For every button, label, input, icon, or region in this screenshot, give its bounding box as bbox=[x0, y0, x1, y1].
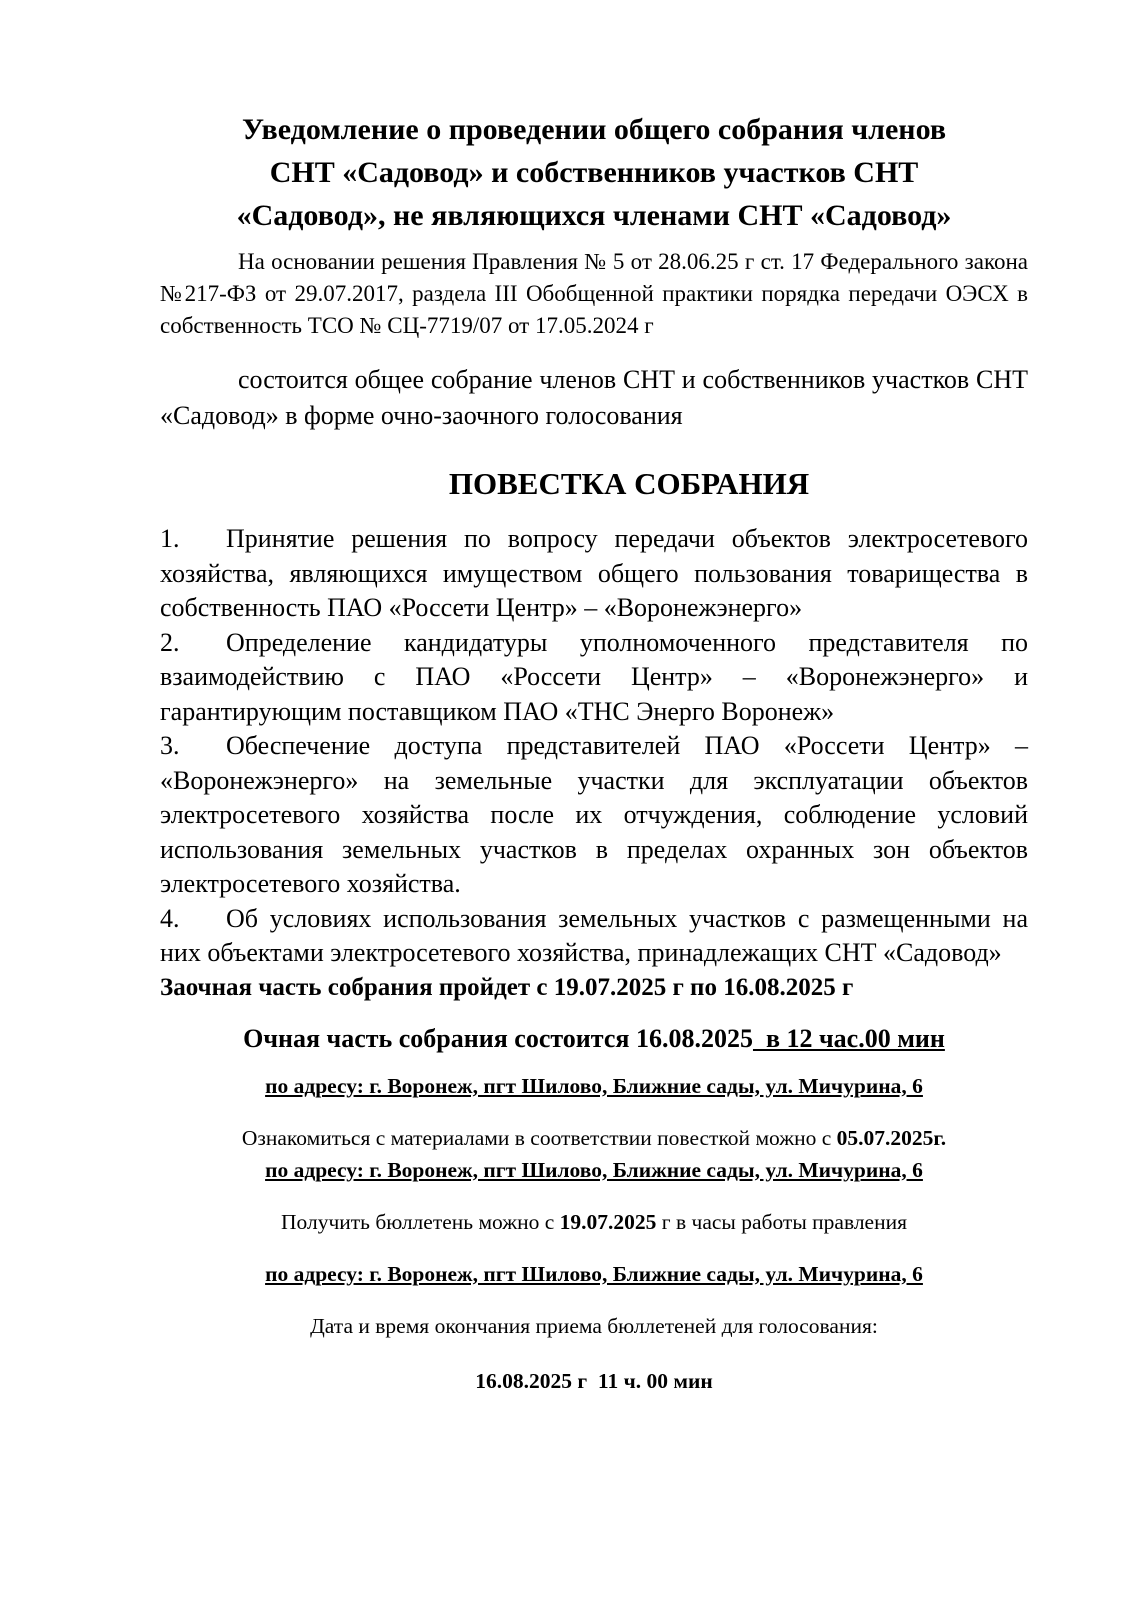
ballot-date: 19.07.2025 bbox=[559, 1209, 657, 1234]
inperson-meeting-date bbox=[160, 1022, 1028, 1056]
inperson-time-text: в 12 час.00 мин bbox=[752, 1023, 945, 1053]
ballot-notice bbox=[160, 1207, 1028, 1237]
deadline-value: 16.08.2025 г 11 ч. 00 мин bbox=[475, 1368, 713, 1393]
materials-address: по адресу: г. Воронеж, пгт Шилово, Ближние сады, ул. Мичурина, 6 bbox=[265, 1157, 923, 1182]
remote-voting-period: Заочная часть собрания пройдет с 19.07.2025 г по 16.08.2025 г bbox=[160, 973, 854, 1001]
agenda-item-text: Обеспечение доступа представителей ПАО «Россети Центр» – «Воронежэнерго» на земельные участки для эксплуатации объектов электросетевого хозяйства после их отчуждения, соблюдение условий использования земельных участков в пределах охранных зон объектов электросетевого хозяйства. bbox=[160, 731, 1028, 898]
agenda-list bbox=[160, 522, 1028, 971]
agenda-item bbox=[160, 902, 1028, 971]
agenda-item-text: Принятие решения по вопросу передачи объектов электросетевого хозяйства, являющихся имуществом общего пользования товарищества в собственность ПАО «Россети Центр» – «Воронежэнерго» bbox=[160, 524, 1028, 622]
agenda-item-text: Определение кандидатуры уполномоченного представителя по взаимодействию с ПАО «Россети Центр» – «Воронежэнерго» и гарантирующим поставщиком ПАО «ТНС Энерго Воронеж» bbox=[160, 627, 1028, 726]
title-line-1: Уведомление о проведении общего собрания членов bbox=[241, 113, 947, 146]
legal-basis-paragraph: На основании решения Правления № 5 от 28.06.25 г ст. 17 Федерального закона №217-ФЗ от 29.07.2017, раздела III Обобщенной практики порядка передачи ОЭСХ в собственность ТСО № СЦ-7719/07 от 17.05.2024 г bbox=[160, 249, 1028, 338]
inperson-date-text: Очная часть собрания состоится 16.08.2025 bbox=[243, 1023, 753, 1053]
agenda-item-text: Об условиях использования земельных участков с размещенными на них объектами электросетевого хозяйства, принадлежащих СНТ «Садовод» bbox=[160, 903, 1028, 967]
meeting-address: по адресу: г. Воронеж, пгт Шилово, Ближние сады, ул. Мичурина, 6 bbox=[265, 1073, 923, 1098]
agenda-title: ПОВЕСТКА СОБРАНИЯ bbox=[448, 466, 810, 501]
notice-title bbox=[160, 108, 1028, 237]
agenda-item bbox=[160, 729, 1028, 902]
agenda-item-number: 4. bbox=[160, 903, 180, 933]
materials-notice bbox=[160, 1123, 1028, 1153]
materials-date: 05.07.2025г. bbox=[836, 1125, 947, 1150]
materials-text: Ознакомиться с материалами в соответствии повесткой можно с bbox=[241, 1125, 837, 1150]
agenda-item bbox=[160, 522, 1028, 626]
ballot-text: Получить бюллетень можно с bbox=[280, 1209, 560, 1234]
ballot-address: по адресу: г. Воронеж, пгт Шилово, Ближние сады, ул. Мичурина, 6 bbox=[265, 1261, 923, 1286]
agenda-item-number: 3. bbox=[160, 731, 180, 760]
deadline-label: Дата и время окончания приема бюллетеней для голосования: bbox=[310, 1313, 878, 1338]
ballot-suffix: г в часы работы правления bbox=[656, 1209, 907, 1234]
title-line-3: «Садовод», не являющихся членами СНТ «Садовод» bbox=[236, 199, 952, 232]
meeting-announcement: состоится общее собрание членов СНТ и собственников участков СНТ «Садовод» в форме очно-заочного голосования bbox=[160, 365, 1028, 430]
agenda-item bbox=[160, 626, 1028, 730]
agenda-item-number: 1. bbox=[160, 524, 180, 553]
agenda-item-number: 2. bbox=[160, 627, 180, 657]
title-line-2: СНТ «Садовод» и собственников участков СНТ bbox=[269, 156, 919, 189]
notice-document bbox=[160, 108, 1028, 1396]
